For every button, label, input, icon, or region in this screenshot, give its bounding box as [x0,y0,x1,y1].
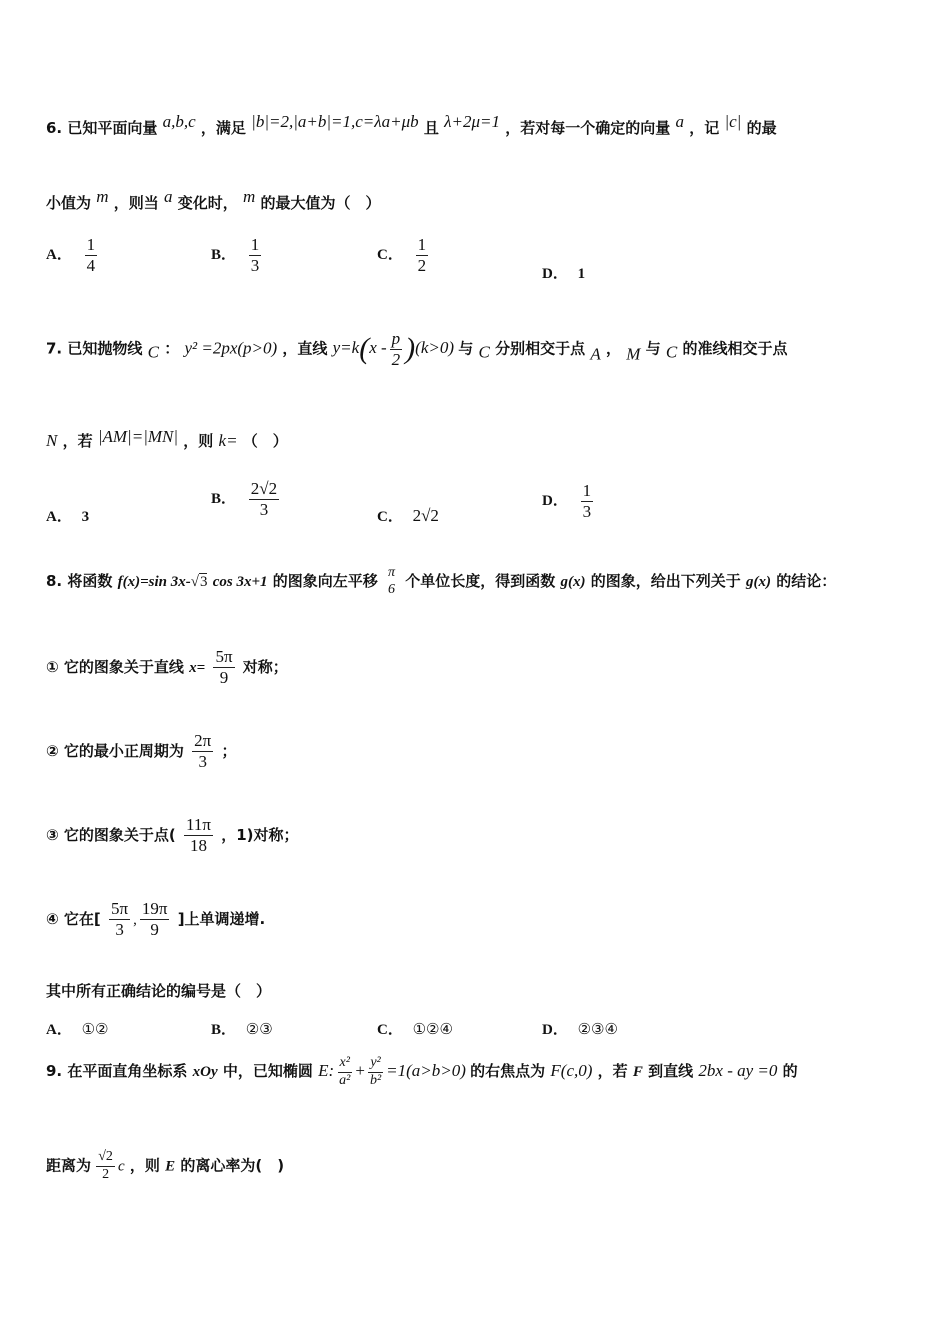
denominator: 4 [86,255,96,275]
q7-line2 [46,428,288,449]
q6-option-c [377,236,431,275]
q8-statement-1 [46,648,288,687]
numerator: 1 [250,235,260,254]
right-paren: ) [405,332,416,366]
denominator: 3 [582,501,592,521]
statement-text-end: ]上单调递增. [177,909,266,928]
q7-math-line [332,329,459,369]
q7-text-3: ，直线 [282,339,328,358]
q9-ellipse-post: =1(a>b>0) [386,1061,466,1081]
option-label: B． [211,1022,237,1038]
q8-option-c [377,1018,453,1039]
option-value: 1 [577,266,586,282]
option-label: A． [46,509,72,525]
q9-text-5: 到直线 [648,1062,694,1081]
q6-option-b [211,236,264,275]
fraction [390,330,403,369]
numerator: x² [338,1056,352,1073]
q7-l2-text-1: ，若 [62,432,93,450]
q6-number: 6. [46,119,63,137]
q8-sqrt-3: 3 [199,574,208,591]
q7-line1 [46,330,787,369]
fraction [192,732,213,771]
q8-text-5: 的结论： [776,572,837,591]
q6-line2 [46,188,381,211]
q7-option-b [211,480,282,519]
q9-text-1: 在平面直角坐标系 [67,1062,188,1081]
option-label: D． [542,1022,568,1038]
q9-number: 9. [46,1062,63,1081]
q9-ellipse-pre: E: [318,1061,335,1081]
fraction [368,1056,383,1088]
statement-text: ④ 它在[ [46,909,101,928]
numerator: 5π [215,647,233,666]
q7-line-post: (k>0) [415,338,455,358]
q9-l2-text-3: 的离心率为( ) [180,1156,285,1175]
q6-l2-text-2: ，则当 [113,194,159,212]
q6-option-d [542,262,585,283]
q9-text-6: 的 [782,1062,798,1081]
denominator: b² [369,1072,382,1088]
q8-function-f: f(x)=sin 3x- [117,574,191,591]
fraction [249,236,262,275]
option-label: A． [46,1022,72,1038]
statement-text-end: ； [221,741,237,760]
statement-text: ③ 它的图象关于点( [46,825,176,844]
numerator: 1 [417,235,427,254]
q9-focus: F(c,0) [550,1061,593,1081]
denominator: 3 [115,919,124,939]
numerator: 11π [186,815,211,834]
q7-option-c [377,505,439,526]
q8-function-f2: cos 3x+1 [212,574,268,591]
numerator: 5π [111,899,129,918]
q8-option-b [211,1018,273,1039]
denominator: 2 [417,255,427,275]
plus-sign: + [355,1061,365,1081]
comma: , [133,911,137,928]
q7-text-2: ： [164,339,180,358]
numerator: 1 [582,481,592,500]
statement-text-end: 对称； [242,657,288,676]
option-label: C． [377,1022,403,1038]
q6-math-conditions: |b|=2,|a+b|=1,c=λa+μb [251,112,419,131]
fraction [213,648,234,687]
denominator: 9 [219,667,229,687]
q6-math-lambda: λ+2μ=1 [444,112,500,131]
fraction [85,236,98,275]
statement-text-end: ，1)对称； [221,825,299,844]
option-value: ①②④ [412,1020,453,1038]
q6-math-a: a [675,112,684,131]
q8-text-1: 将函数 [67,572,113,591]
q7-text-8: 的准线相交于点 [682,339,788,358]
numerator: 1 [86,235,96,254]
q9-l2-text-1: 距离为 [46,1156,92,1175]
q7-text-7: 与 [645,339,661,358]
q6-l2-math-a: a [164,187,173,206]
numerator: 19π [141,899,168,918]
option-label: C． [377,509,403,525]
q8-statement-3 [46,816,299,855]
q8-statement-4 [46,900,265,939]
q7-math-k: k= [218,431,238,450]
q7-line-pre: y=k [332,338,360,358]
option-label: C． [377,246,403,263]
q8-ask-text: 其中所有正确结论的编号是（ ） [46,982,272,1000]
q6-l2-text-1: 小值为 [46,194,92,212]
statement-text: ② 它的最小正周期为 [46,741,184,760]
q7-text-1: 已知抛物线 [67,339,143,358]
q7-text-5: 分别相交于点 [495,339,586,358]
numerator: y² [368,1056,382,1073]
numerator: π [388,565,396,580]
q6-text-5: ，记 [689,119,720,137]
q7-math-c: C [147,342,159,362]
statement-x: x= [189,659,206,676]
fraction [416,236,429,275]
option-value: 2√2 [412,506,439,525]
fraction [386,566,397,597]
left-paren: ( [359,332,370,366]
q9-f: F [632,1064,643,1081]
q8-option-d [542,1018,618,1039]
q7-text-6: ， [605,339,621,358]
q9-xoy: xOy [192,1064,218,1081]
q9-line-eq: 2bx - ay =0 [698,1061,778,1081]
denominator: 3 [259,499,269,519]
q9-text-3: 的右焦点为 [470,1062,546,1081]
fraction [140,900,170,939]
sqrt-sign: √ [190,574,199,591]
numerator: 2π [194,731,212,750]
q6-option-a [46,236,100,275]
option-label: D． [542,492,568,509]
q8-text-4: 的图象，给出下列关于 [590,572,741,591]
q6-text-1: 已知平面向量 [67,119,158,137]
q6-l2-text-3: 变化时， [177,194,238,212]
fraction [96,1150,115,1182]
statement-text: ① 它的图象关于直线 [46,657,184,676]
numerator: p [391,329,401,348]
q7-option-a [46,505,89,526]
option-label: B． [211,490,237,507]
q7-math-c2: C [478,342,490,362]
q7-l2-text-2: ，则 [183,432,214,450]
q8-number: 8. [46,572,63,591]
q8-function-g2: g(x) [745,574,771,591]
option-value: ①② [81,1020,109,1038]
denominator: a² [339,1072,351,1088]
fraction [249,480,279,519]
q9-l2-text-2: ，则 [129,1156,160,1175]
denominator: 2 [391,349,401,369]
option-label: A． [46,246,72,263]
fraction [581,482,594,521]
numerator: 2√2 [250,479,278,498]
q7-math-point-m: M [626,344,641,364]
option-value: ②③④ [577,1020,618,1038]
q7-line-x: x - [369,338,387,358]
q9-line2 [46,1150,284,1182]
denominator: 18 [189,835,207,855]
q8-option-a [46,1018,109,1039]
denominator: 3 [198,751,207,771]
q8-line1 [46,566,836,597]
q9-text-2: 中，已知椭圆 [222,1062,313,1081]
q7-option-d [542,482,596,521]
q9-text-4: ，若 [597,1062,628,1081]
q6-math-vectors: a,b,c [162,112,196,131]
q8-statement-2 [46,732,237,771]
q9-e: E [165,1158,176,1175]
q6-text-2: ，满足 [200,119,246,137]
denominator: 6 [388,581,395,597]
q7-number: 7. [46,339,63,358]
q8-text-3: 个单位长度，得到函数 [405,572,556,591]
numerator: √2 [96,1150,115,1167]
q6-text-3: 且 [423,119,439,137]
denominator: 2 [102,1166,110,1182]
q9-c: c [117,1158,125,1175]
fraction [184,816,213,855]
option-value: ②③ [245,1020,273,1038]
q7-math-n: N [46,431,58,450]
q9-line1 [46,1056,798,1088]
denominator: 3 [250,255,260,275]
q8-ask [46,984,271,999]
q7-math-point-a: A [590,344,601,364]
q6-l2-math-m: m [96,187,109,206]
option-value: 3 [81,509,90,525]
q6-text-4: ，若对每一个确定的向量 [505,119,671,137]
option-label: B． [211,246,237,263]
denominator: 9 [150,919,159,939]
q6-math-abs-c: |c| [724,112,742,131]
q8-text-2: 的图象向左平移 [272,572,378,591]
q8-function-g: g(x) [560,574,586,591]
q6-l2-math-m2: m [243,187,256,206]
q7-l2-text-3: （ ） [242,432,288,450]
fraction [337,1056,352,1088]
q7-math-parabola: y² =2px(p>0) [184,338,278,358]
q6-text-6: 的最 [746,119,777,137]
q9-ellipse [318,1055,470,1088]
q7-math-abs: |AM|=|MN| [97,427,179,446]
q6-line1 [46,113,777,136]
q6-l2-text-4: 的最大值为（ ） [260,194,381,212]
q7-text-4: 与 [458,339,474,358]
q7-math-c3: C [665,342,678,362]
fraction [109,900,130,939]
option-label: D． [542,266,568,282]
